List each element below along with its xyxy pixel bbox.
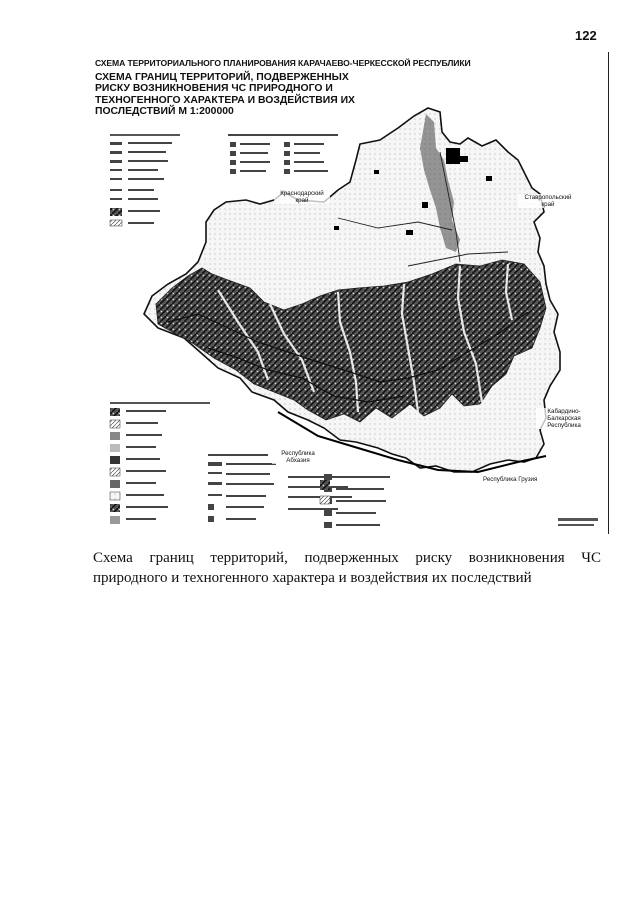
legend-bottom-right (320, 474, 390, 528)
territory-map (88, 52, 608, 534)
region-label-kbr: Кабардино-Балкарская Республика (536, 408, 592, 429)
legend-top-left (110, 134, 180, 226)
region-label-abkhazia: Республика Абхазия (272, 450, 324, 464)
page-number: 122 (575, 28, 597, 43)
legend-bottom-center (208, 454, 358, 522)
scale-bar (558, 518, 598, 526)
legend-top-center (228, 134, 338, 174)
map-figure (88, 52, 609, 534)
region-label-stavropol: Ставропольский край (518, 194, 578, 208)
region-label-krasnodar: Краснодарский край (274, 190, 330, 204)
scheme-title: СХЕМА ТЕРРИТОРИАЛЬНОГО ПЛАНИРОВАНИЯ КАРАЧАЕВО-ЧЕРКЕССКОЙ РЕСПУБЛИКИ (95, 58, 471, 68)
map-title: СХЕМА ГРАНИЦ ТЕРРИТОРИЙ, ПОДВЕРЖЕННЫХ РИСКУ ВОЗНИКНОВЕНИЯ ЧС ПРИРОДНОГО И ТЕХНОГЕННОГО ХАРАКТЕРА И ВОЗДЕЙСТВИЯ ИХ ПОСЛЕДСТВИЙ М 1:200000 (95, 72, 355, 118)
figure-caption: Схема границ территорий, подверженных риску возникновения ЧС природного и техногенного характера и воздействия их последствий (93, 550, 601, 586)
legend-bottom-left (110, 402, 210, 524)
region-label-georgia: Республика Грузия (482, 476, 544, 483)
